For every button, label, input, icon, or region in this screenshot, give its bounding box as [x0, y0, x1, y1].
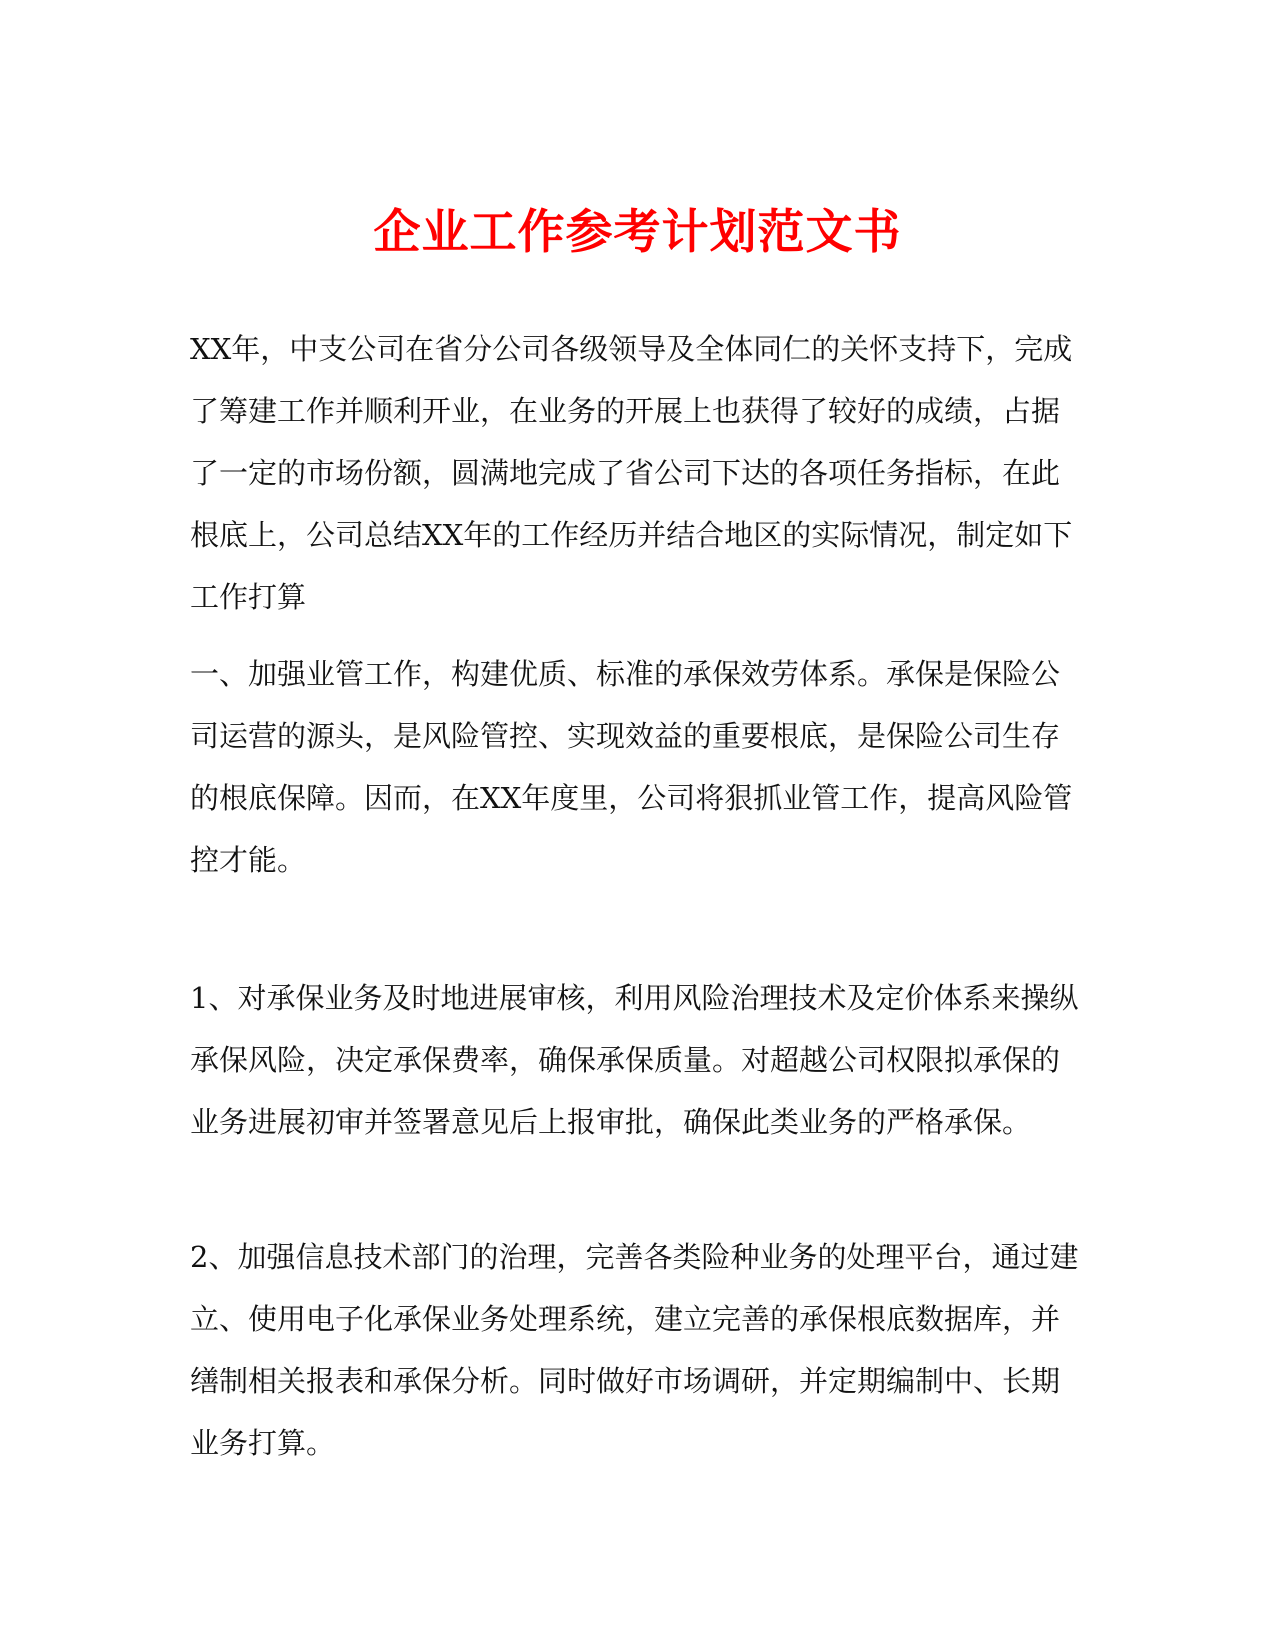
- paragraph-section-one: [190, 643, 1080, 891]
- paragraph-item-two: [190, 1226, 1080, 1474]
- paragraph-line: 立、使用电子化承保业务处理系统，建立完善的承保根底数据库，并: [190, 1302, 1061, 1336]
- paragraph-line: 工作打算: [190, 580, 307, 614]
- paragraph-line: 了筹建工作并顺利开业，在业务的开展上也获得了较好的成绩，占据: [190, 394, 1061, 428]
- paragraph-line: XX年，中支公司在省分公司各级领导及全体同仁的关怀支持下，完成: [190, 332, 1073, 366]
- paragraph-intro: [190, 318, 1080, 628]
- paragraph-line: 的根底保障。因而，在XX年度里，公司将狠抓业管工作，提高风险管: [190, 781, 1073, 815]
- paragraph-line: 1、对承保业务及时地进展审核，利用风险治理技术及定价体系来操纵: [190, 981, 1079, 1015]
- paragraph-line: 缮制相关报表和承保分析。同时做好市场调研，并定期编制中、长期: [190, 1364, 1061, 1398]
- paragraph-item-one: [190, 967, 1080, 1153]
- paragraph-line: 了一定的市场份额，圆满地完成了省公司下达的各项任务指标，在此: [190, 456, 1061, 490]
- paragraph-line: 业务打算。: [190, 1426, 336, 1460]
- paragraph-line: 一、加强业管工作，构建优质、标准的承保效劳体系。承保是保险公: [190, 657, 1061, 691]
- paragraph-line: 根底上，公司总结XX年的工作经历并结合地区的实际情况，制定如下: [190, 518, 1073, 552]
- page-title: 企业工作参考计划范文书: [373, 205, 902, 261]
- paragraph-line: 控才能。: [190, 843, 307, 877]
- paragraph-line: 承保风险，决定承保费率，确保承保质量。对超越公司权限拟承保的: [190, 1043, 1061, 1077]
- paragraph-line: 2、加强信息技术部门的治理，完善各类险种业务的处理平台，通过建: [190, 1240, 1079, 1274]
- paragraph-line: 司运营的源头，是风险管控、实现效益的重要根底，是保险公司生存: [190, 719, 1061, 753]
- paragraph-line: 业务进展初审并签署意见后上报审批，确保此类业务的严格承保。: [190, 1105, 1032, 1139]
